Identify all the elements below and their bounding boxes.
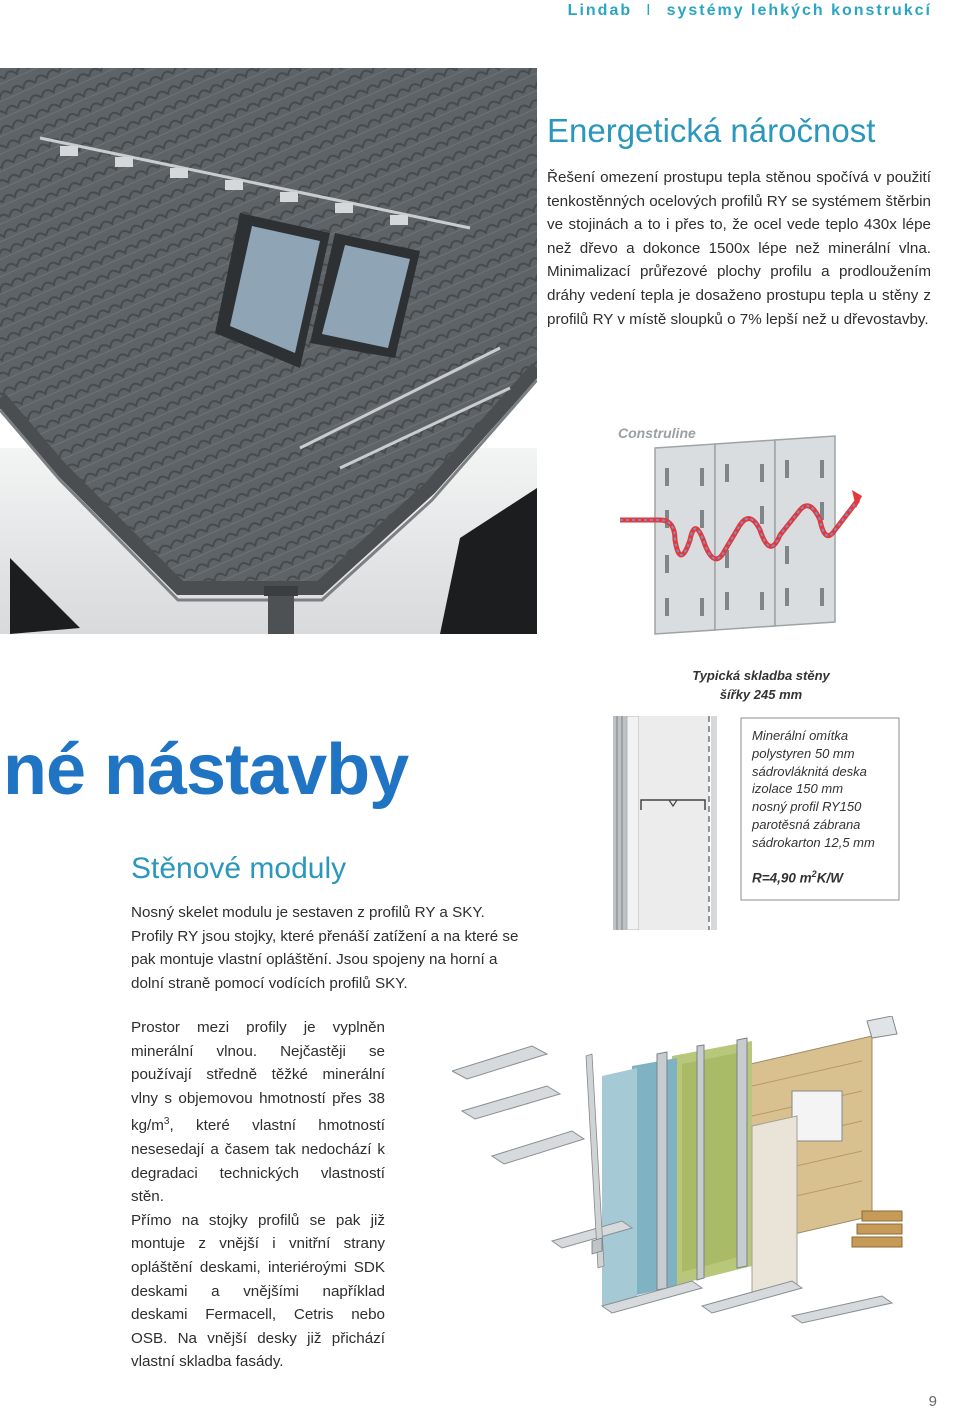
r-value xyxy=(752,869,843,886)
r-value-suffix: K/W xyxy=(816,870,843,886)
wall-caption xyxy=(620,666,902,704)
wall-layer-list xyxy=(752,727,902,852)
wall-layer: parotěsná zábrana xyxy=(752,816,861,832)
energy-paragraph: Řešení omezení prostupu tepla stěnou spočívá v použití tenkostěnných ocelových profilů RY se systémem štěrbin ve stojinách a to i přes to, že ocel vede teplo 430x lépe než dřevo a dokonce 1500x lépe než minerální vlna. Minimalizací průřezové plochy profilu a prodloužením dráhy vedení tepla je dosaženo prostupu tepla u stěny z profilů RY v místě sloupků o 7% lepší než u dřevostavby. xyxy=(547,169,931,328)
page-number: 9 xyxy=(928,1393,937,1410)
r-value-prefix: R=4,90 m xyxy=(752,870,812,886)
roof-photo xyxy=(0,68,537,634)
wall-layer: izolace 150 mm xyxy=(752,781,844,797)
infill-paragraph xyxy=(131,1016,385,1374)
wall-layer: Minerální omítka xyxy=(752,728,849,743)
thermal-path-diagram xyxy=(600,420,862,638)
section-heading: né nástavby xyxy=(3,730,409,810)
wall-layer: sádrovláknitá deska xyxy=(752,763,867,779)
wall-layer: nosný profil RY150 xyxy=(752,799,862,815)
infill-exponent: 3 xyxy=(163,1116,170,1128)
energy-title: Energetická náročnost xyxy=(547,112,876,149)
running-header xyxy=(568,2,932,20)
wall-module-illustration xyxy=(452,1016,910,1342)
infill-text-1: Prostor mezi profily je vyplněn minerální vlnou. Nejčastěji se používají středně těžké minerální vlny s objemovou hmotností přes 38 kg/m xyxy=(131,1019,385,1135)
wall-layer: sádrokarton 12,5 mm xyxy=(752,834,875,850)
header-separator: I xyxy=(646,2,653,19)
header-subtitle: systémy lehkých konstrukcí xyxy=(666,2,932,19)
construline-logo: Construline xyxy=(618,425,696,441)
header-brand: Lindab xyxy=(567,2,633,19)
infill-text-2: , které vlastní hmotností nesesedají a časem tak nedochází k degradaci technických vlastností stěn. xyxy=(131,1117,385,1206)
wall-layer: polystyren 50 mm xyxy=(752,745,855,761)
wall-caption-line1: Typická skladba stěny xyxy=(692,668,830,683)
modules-title: Stěnové moduly xyxy=(131,852,347,885)
modules-paragraph: Nosný skelet modulu je sestaven z profilů RY a SKY. Profily RY jsou stojky, které přenáší zatížení a na které se pak montuje vlastní opláštění. Jsou spojeny na horní a dolní straně pomocí vodících profilů SKY. xyxy=(131,904,519,992)
wall-caption-line2: šířky 245 mm xyxy=(719,687,803,702)
r-value-exponent: 2 xyxy=(811,869,817,879)
infill-text-3: Přímo na stojky profilů se pak již montuje z vnější i vnitřní strany opláštění deskami, interiéroými SDK deskami a vnějšími například deskami Fermacell, Cetris nebo OSB. Na vnější desky již přichází vlastní skladba fasády. xyxy=(131,1211,385,1371)
